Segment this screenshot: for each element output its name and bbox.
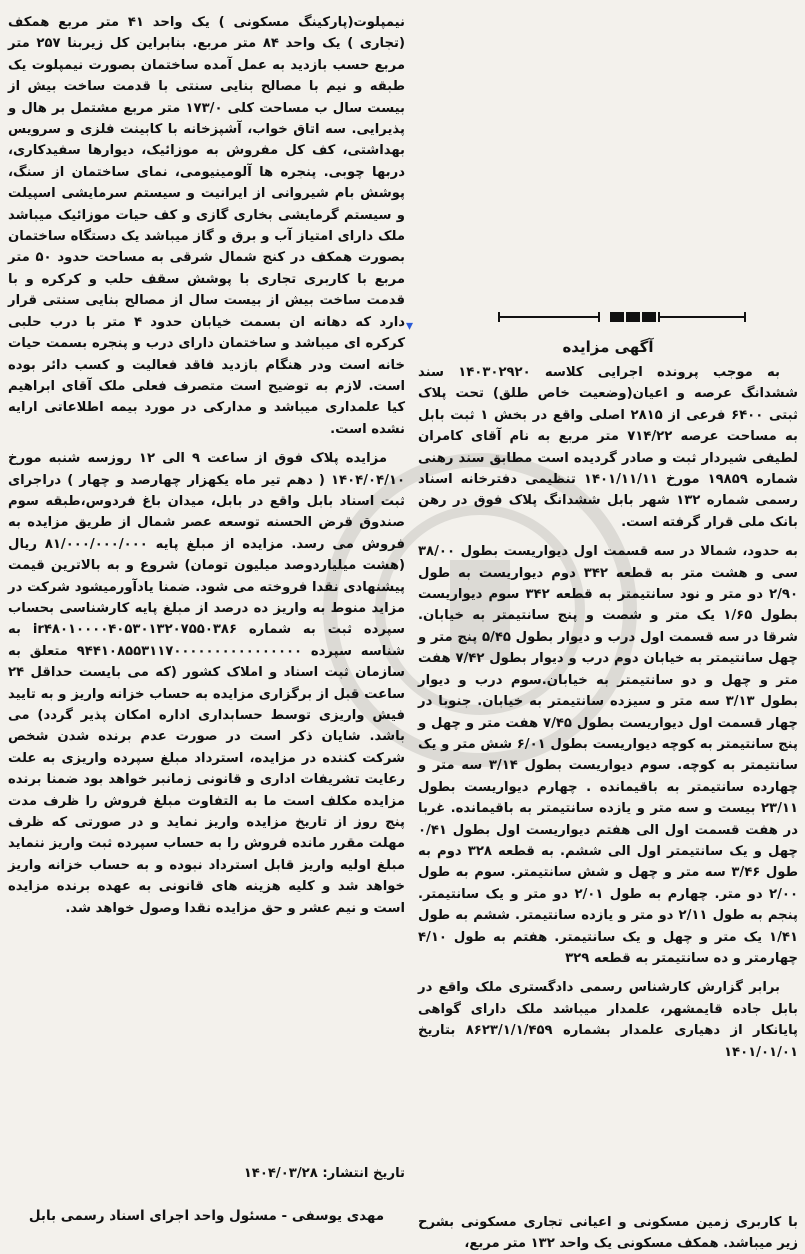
notice-heading: آگهی مزایده (562, 338, 654, 356)
heading-divider (498, 310, 746, 324)
left-paragraph-2: مزایده پلاک فوق از ساعت ۹ الی ۱۲ روزسه شنبه مورخ ۱۴۰۴/۰۴/۱۰ ( دهم تیر ماه یکهزار چهارصد و چهار ) دراجرای ثبت اسناد بابل واقع در بابل، میدان باغ فردوس،طبقه سوم صندوق قرض الحسنه توسعه عصر شمال از طریق مزایده به فروش می رسد. مزایده از مبلغ پایه ۸۱/۰۰۰/۰۰۰/۰۰۰ ریال (هشت میلیاردوصد میلیون تومان) شروع و به بالاترین قیمت پیشنهادی نقدا فروخته می شود. ضمنا یادآورمیشود شرکت در مزاید منوط به واریز ده درصد از مبلغ پایه کارشناسی بحساب سپرده ثبت به شماره ir۴۸۰۱۰۰۰۰۴۰۵۳۰۱۳۲۰۷۵۵۰۳۸۶ به شناسه سپرده ۹۴۴۱۰۸۵۵۳۱۱۷۰۰۰۰۰۰۰۰۰۰۰۰۰۰۰۰ متعلق به سازمان ثبت اسناد و املاک کشور (که می بایست حداقل ۲۴ ساعت قبل از برگزاری مزایده به حساب خزانه واریز و به تایید فیش واریزی توسط حسابداری اداره امکان پذیر گردد) می باشد. شایان ذکر است در صورت عدم برنده شدن شخص شرکت کننده در مزایده، استرداد مبلغ سپرده واریزی به علت رعایت تشریفات اداری و قانونی زمانبر خواهد بود ضمنا برنده مزایده مکلف است ما به التفاوت مبلغ فروش را ظرف مدت پنج روز از تاریخ مزایده واریز نماید و در صورتی که ظرف مهلت مقرر مانده فروش را به حساب سپرده ثبت واریز ننماید مبلغ اولیه واریز قابل استرداد نبوده و به حساب خزانه واریز خواهد شد و کلیه هزینه های قانونی به عهده برنده مزایده است و نیم عشر و حق مزایده نقدا وصول خواهد شد. (8, 451, 405, 916)
right-paragraph-3: برابر گزارش کارشناس رسمی دادگستری ملک واقع در بابل جاده قایمشهر، علمدار میباشد ملک دارای گواهی پایانکار از دهیاری علمدار بشماره ۸۶۲۳/۱/۱/۴۵۹ بتاریخ ۱۴۰۱/۰۱/۰۱ (418, 980, 798, 1060)
left-paragraph-1: نیمپلوت(پارکینگ مسکونی ) یک واحد ۴۱ متر مربع همکف (تجاری ) یک واحد ۸۴ متر مربع. بنابراین کل زیربنا ۲۵۷ متر مربع حسب بازدید به عمل آمده ساختمان بصورت نیمپلوت یک طبقه و نیم با مصالح بنایی سنتی با قدمت ساخت بیش از بیست سال ب مساحت کلی ۱۷۳/۰ متر مربع مشتمل بر هال و پذیرایی. سه اتاق خواب، آشپزخانه با کابینت فلزی و سرویس بهداشتی، کف کل مفروش به موزائیک، دیوارها سفیدکاری، دربها چوبی. پنجره ها آلومینیومی، نمای ساختمان از سنگ، پوشش بام شیروانی از ایرانیت و سیستم سرمایشی اسپیلت و سیستم گرمایشی بخاری گازی و کف حیات موزائیک میباشد ملک دارای امتیاز آب و برق و گاز میباشد یک دستگاه ساختمان بصورت همکف در کنج شمال شرقی به مساحت حدود ۵۰ متر مربع با کاربری تجاری با پوشش سقف حلب و کرکره و با قدمت ساخت بیش از بیست سال از مصالح بنایی سنتی قرار دارد که دهانه ان بسمت خیابان حدود ۴ متر با درب حلبی کرکره ای میباشد و ساختمان دارای درب و پنجره بسمت حیات خانه است ودر هنگام بازدید فاقد فعالیت و کسب دائر بوده است. لازم به توضیح است متصرف فعلی ملک آقای ابراهیم کیا علمداری میباشد و مدارکی در مورد بیمه اطلاعاتی ارایه نشده است. (8, 15, 406, 437)
left-column (8, 12, 405, 919)
right-paragraph-1: به موجب پرونده اجرایی کلاسه ۱۴۰۳۰۲۹۲۰ سند ششدانگ عرصه و اعیان(وضعیت خاص طلق) تحت پلاک ثبتی ۶۴۰۰ فرعی از ۲۸۱۵ اصلی واقع در بخش ۱ ثبت بابل به مساحت عرصه ۷۱۴/۲۲ متر مربع به نام آقای کامران لطیفی شیردار ثبت و صادر گردیده است مطابق سند رهنی شماره ۱۹۸۵۹ مورخ ۱۴۰۱/۱۱/۱۱ تنظیمی دفترخانه اسناد رسمی شماره ۱۳۲ شهر بابل ششدانگ پلاک فوق در رهن بانک ملی قرار گرفته است. (418, 365, 799, 530)
blue-mark-icon: ▾ (406, 318, 414, 334)
right-column (418, 362, 798, 1063)
cut-off-text: با کاربری زمین مسکونی و اعیانی تجاری مسکونی بشرح زیر میباشد. همکف مسکونی یک واحد ۱۳۲ متر مربع، (418, 1215, 798, 1251)
publication-date: تاریخ انتشار: ۱۴۰۴/۰۳/۲۸ (243, 1166, 405, 1181)
right-paragraph-2: به حدود، شمالا در سه قسمت اول دیواریست بطول ۳۸/۰۰ سی و هشت متر به قطعه ۳۴۲ دوم دیواریست به طول ۲/۹۰ دو متر و نود سانتیمتر به قطعه ۳۴۲ سوم دیواریست بطول ۱/۶۵ یک متر و شصت و پنج سانتیمتر به خیابان. شرقا در سه قسمت اول درب و دیوار بطول ۵/۴۵ پنج متر و چهل سانتیمتر به خیابان دوم درب و دیوار بطول ۷/۴۲ هفت متر و چهل و دو سانتیمتر به خیابان.سوم درب و دیوار بطول ۳/۱۳ سه متر و سیزده سانتیمتر به خیابان. جنوبا در چهار قسمت اول دیواریست بطول ۷/۴۵ هفت متر و چهل و پنج سانتیمتر به کوچه دیواریست بطول ۶/۰۱ شش متر و یک سانتیمتر به کوچه. سوم دیواریست بطول ۳/۱۴ سه متر و چهارده سانتیمتر به باقیمانده . چهارم دیواریست بطول ۲۳/۱۱ بیست و سه متر و یازده سانتیمتر به باقیمانده. غربا در هفت قسمت اول الی هفتم دیواریست اول بطول ۰/۴۱ چهل و یک سانتیمتر اول الی ششم. به قطعه ۳۲۸ دوم به طول ۳/۴۶ سه متر و چهل و شش سانتیمتر. سوم به طول ۲/۰۰ دو متر. چهارم به طول ۲/۰۱ دو متر و یک سانتیمتر. پنجم به طول ۲/۱۱ دو متر و یازده سانتیمتر. ششم به طول ۱/۴۱ یک متر و چهل و یک سانتیمتر. هفتم به طول ۴/۱۰ چهارمتر و ده سانتیمتر به قطعه ۳۲۹ (418, 544, 799, 966)
signature-line: مهدی یوسفی - مسئول واحد اجرای اسناد رسمی بابل (28, 1208, 385, 1224)
